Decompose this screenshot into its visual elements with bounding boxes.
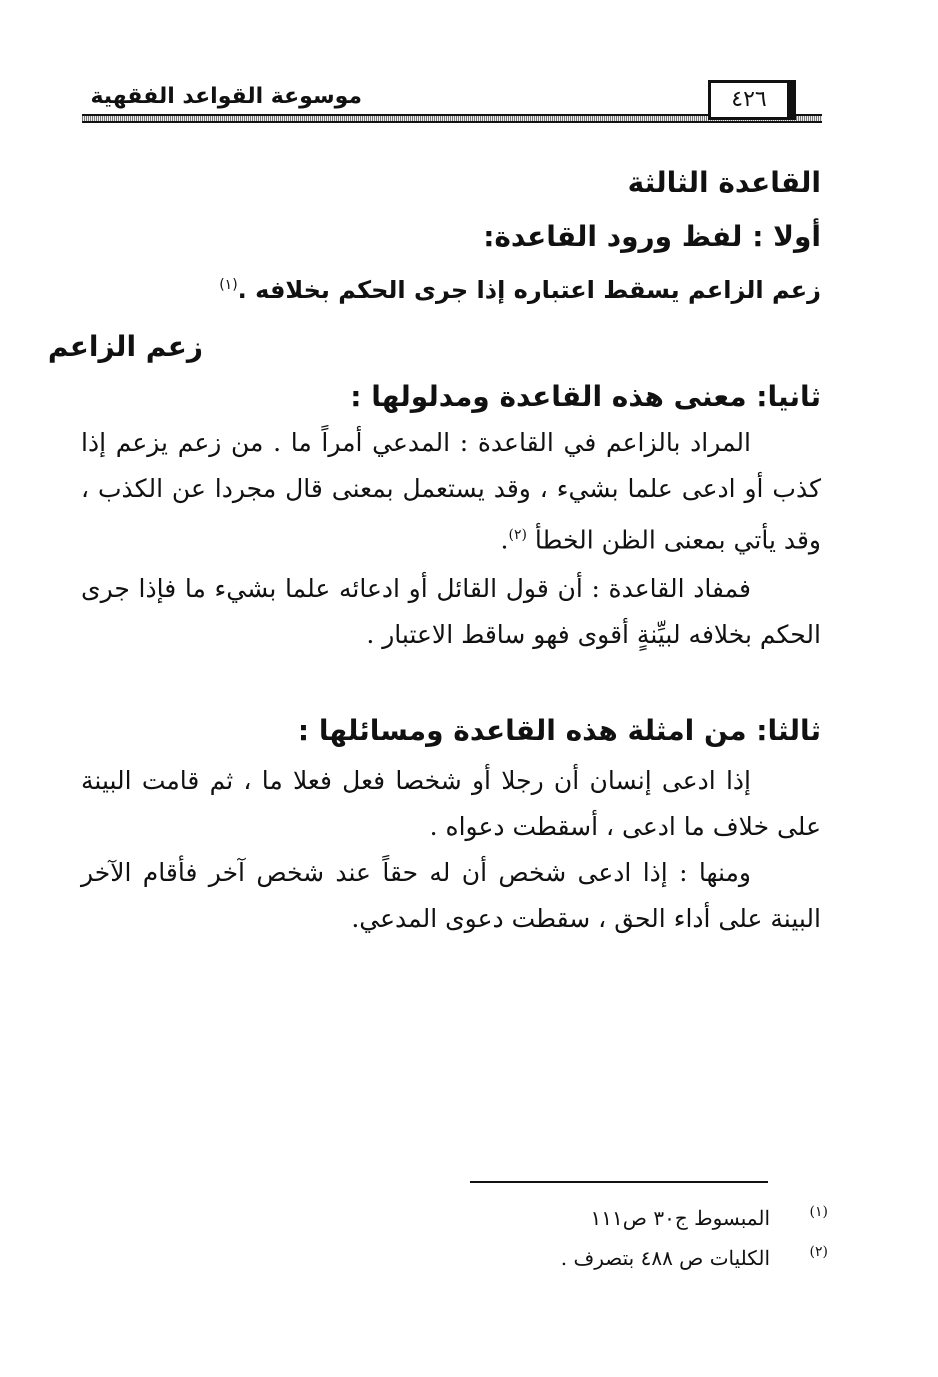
meaning-paragraph-text: المراد بالزاعم في القاعدة : المدعي أمراً ما . من زعم يزعم إذا كذب أو ادعى علما بشيء ، وقد يستعمل بمعنى قال مجردا عن الكذب ، وقد يأتي بمعنى الظن الخطأ — [81, 428, 821, 555]
example-paragraph-1 — [81, 758, 821, 850]
example-paragraph-1-text: إذا ادعى إنسان أن رجلا أو شخصا فعل فعلا ما ، ثم قامت البينة على خلاف ما ادعى ، أسقطت دعواه . — [81, 766, 821, 841]
meaning-paragraph: المراد بالزاعم في القاعدة : المدعي أمراً ما . من زعم يزعم إذا كذب أو ادعى علما بشيء ، وقد يستعمل بمعنى قال مجردا عن الكذب ، وقد يأتي بمعنى الظن الخطأ $^{(٢)}$. — [81, 428, 821, 555]
footnote-separator — [470, 1181, 768, 1183]
footnote-number-1: (١) — [809, 1204, 828, 1220]
page-header — [82, 78, 822, 126]
rule-statement — [81, 276, 821, 304]
rule-title: القاعدة الثالثة — [627, 166, 821, 199]
book-title: موسوعة القواعد الفقهية — [90, 84, 362, 109]
rule-statement-text: زعم الزاعم يسقط اعتباره إذا جرى الحكم بخلافه . — [237, 276, 821, 304]
alternate-name: زعم الزاعم — [47, 330, 203, 363]
footnote-2: الكليات ص ٤٨٨ بتصرف . — [560, 1246, 770, 1270]
footnote-ref-2: (٢) — [508, 527, 527, 543]
footnote-number-2: (٢) — [809, 1244, 828, 1260]
section-heading-meaning: ثانيا: معنى هذه القاعدة ومدلولها : — [350, 380, 821, 413]
import-paragraph — [81, 566, 821, 658]
section-heading-examples: ثالثا: من امثلة هذه القاعدة ومسائلها : — [297, 714, 821, 747]
example-paragraph-2-text: ومنها : إذا ادعى شخص أن له حقاً عند شخص آخر فأقام الآخر البينة على أداء الحق ، سقطت دعوى المدعي. — [81, 858, 821, 933]
footnote-ref-1: (١) — [219, 277, 238, 293]
import-paragraph-text: فمفاد القاعدة : أن قول القائل أو ادعائه علما بشيء ما فإذا جرى الحكم بخلافه لبيِّنةٍ أقوى فهو ساقط الاعتبار . — [81, 574, 821, 649]
page-number: ٤٢٦ — [708, 80, 796, 120]
example-paragraph-2 — [81, 850, 821, 942]
footnote-1: المبسوط ج٣٠ ص١١١ — [590, 1206, 770, 1230]
section-heading-wording: أولا : لفظ ورود القاعدة: — [483, 220, 821, 253]
